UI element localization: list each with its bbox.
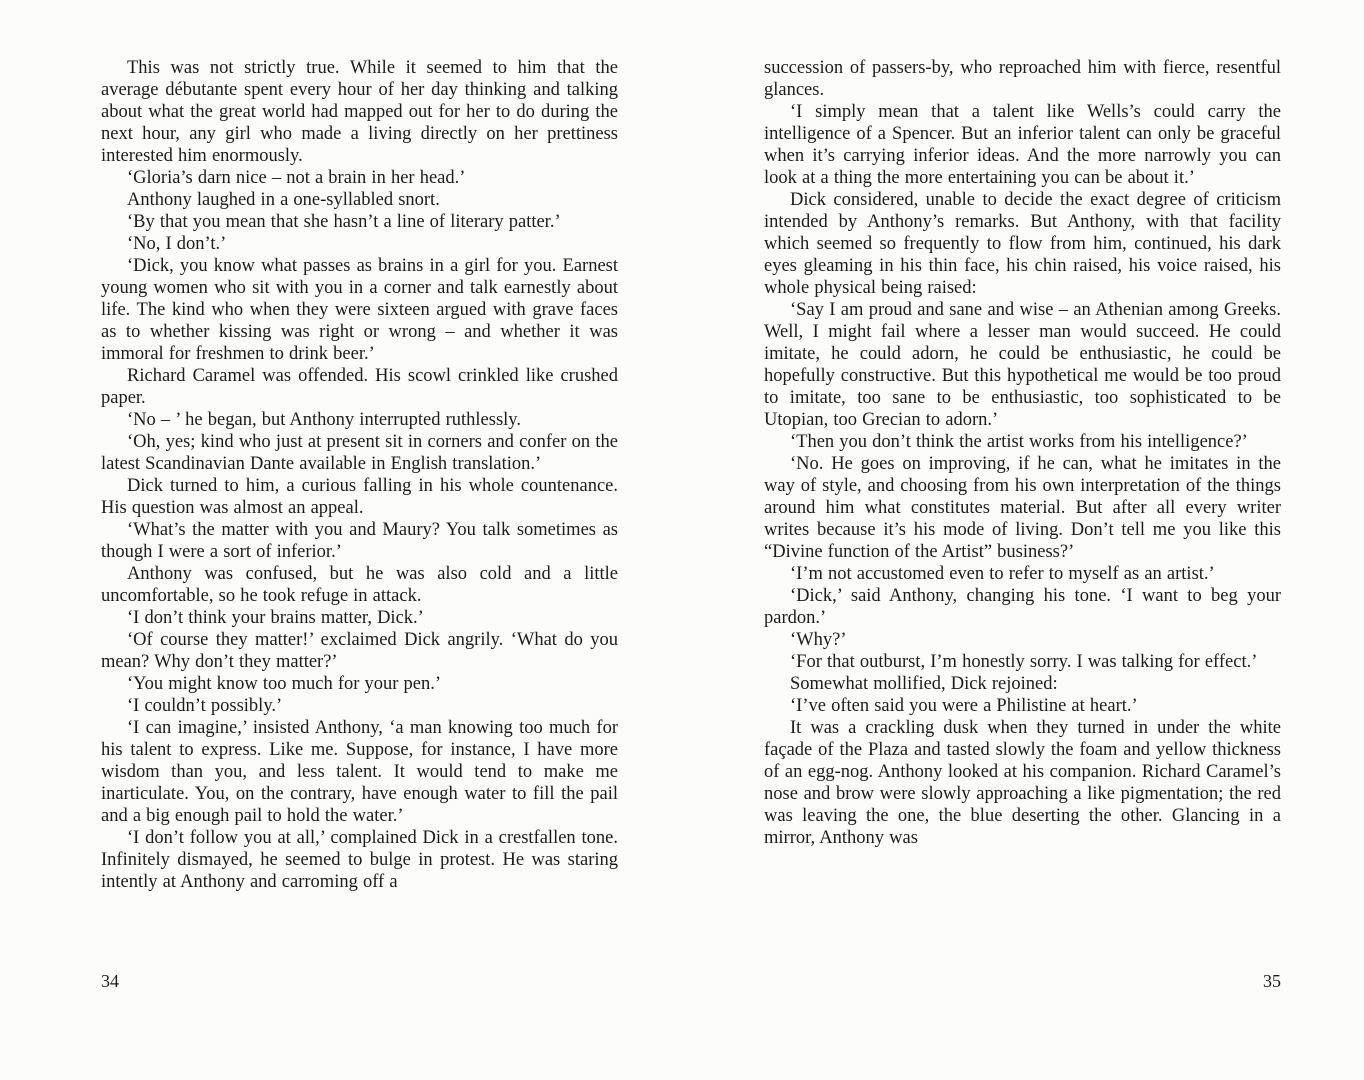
paragraph: Somewhat mollified, Dick rejoined:: [790, 674, 1058, 694]
paragraph: Dick considered, unable to decide the exact degree of criticism intended by Anthony’s remarks. But Anthony, with that facility which seemed so frequently to flow from him, continued, his dark eyes gleaming in his thin face, his chin raised, his voice raised, his whole physical being raised:: [764, 190, 1281, 298]
paragraph: ‘I don’t think your brains matter, Dick.’: [127, 608, 424, 628]
paragraph: ‘No, I don’t.’: [127, 234, 227, 254]
paragraph: Richard Caramel was offended. His scowl crinkled like crushed paper.: [101, 366, 618, 408]
paragraph: Anthony laughed in a one-syllabled snort.: [127, 190, 440, 210]
paragraph: ‘I’m not accustomed even to refer to myself as an artist.’: [790, 564, 1215, 584]
left-page-text: [101, 57, 618, 893]
paragraph: ‘No – ’ he began, but Anthony interrupted ruthlessly.: [127, 410, 521, 430]
paragraph: succession of passers-by, who reproached him with fierce, resentful glances.: [764, 58, 1281, 100]
right-page-text: [764, 57, 1281, 849]
paragraph: ‘Say I am proud and sane and wise – an Athenian among Greeks. Well, I might fail where a lesser man would succeed. He could imitate, he could adorn, he could be enthusiastic, he could be hopefully constructive. But this hypothetical me would be too proud to imitate, too sane to be enthusiastic, too sophisticated to be Utopian, too Grecian to adorn.’: [764, 300, 1281, 430]
paragraph: ‘I can imagine,’ insisted Anthony, ‘a man knowing too much for his talent to express. Like me. Suppose, for instance, I have more wisdom than you, and less talent. It would tend to make me inarticulate. You, on the contrary, have enough water to fill the pail and a big enough pail to hold the water.’: [101, 718, 618, 826]
paragraph: ‘I don’t follow you at all,’ complained Dick in a crestfallen tone. Infinitely dismayed, he seemed to bulge in protest. He was staring intently at Anthony and carroming off a: [101, 828, 618, 892]
paragraph: ‘For that outburst, I’m honestly sorry. I was talking for effect.’: [790, 652, 1258, 672]
paragraph: Dick turned to him, a curious falling in his whole countenance. His question was almost an appeal.: [101, 476, 618, 518]
paragraph: ‘Then you don’t think the artist works from his intelligence?’: [790, 432, 1248, 452]
paragraph: ‘I couldn’t possibly.’: [127, 696, 283, 716]
paragraph: ‘You might know too much for your pen.’: [127, 674, 442, 694]
paragraph: This was not strictly true. While it seemed to him that the average débutante spent every hour of her day thinking and talking about what the great world had mapped out for her to do during the next hour, any girl who made a living directly on her prettiness interested him enormously.: [101, 58, 618, 166]
right-page-number: 35: [1263, 971, 1281, 991]
paragraph: ‘I simply mean that a talent like Wells’s could carry the intelligence of a Spencer. But an inferior talent can only be graceful when it’s carrying inferior ideas. And the more narrowly you can look at a thing the more entertaining you can be about it.’: [764, 102, 1281, 188]
paragraph: ‘Why?’: [790, 630, 847, 650]
paragraph: ‘Dick,’ said Anthony, changing his tone. ‘I want to beg your pardon.’: [764, 586, 1281, 628]
paragraph: ‘I’ve often said you were a Philistine at heart.’: [790, 696, 1138, 716]
paragraph: ‘Gloria’s darn nice – not a brain in her head.’: [127, 168, 466, 188]
paragraph: It was a crackling dusk when they turned in under the white façade of the Plaza and tasted slowly the foam and yellow thickness of an egg-nog. Anthony looked at his companion. Richard Caramel’s nose and brow were slowly approaching a like pigmentation; the red was leaving the one, the blue deserting the other. Glancing in a mirror, Anthony was: [764, 718, 1281, 848]
paragraph: ‘By that you mean that she hasn’t a line of literary patter.’: [127, 212, 561, 232]
paragraph: ‘Of course they matter!’ exclaimed Dick angrily. ‘What do you mean? Why don’t they matter?’: [101, 630, 618, 672]
paragraph: ‘What’s the matter with you and Maury? You talk sometimes as though I were a sort of inferior.’: [101, 520, 618, 562]
paragraph: ‘Dick, you know what passes as brains in a girl for you. Earnest young women who sit with you in a corner and talk earnestly about life. The kind who when they were sixteen argued with grave faces as to whether kissing was right or wrong – and whether it was immoral for freshmen to drink beer.’: [101, 256, 618, 364]
paragraph: Anthony was confused, but he was also cold and a little uncomfortable, so he took refuge in attack.: [101, 564, 618, 606]
left-page-number: 34: [101, 971, 119, 991]
paragraph: ‘No. He goes on improving, if he can, what he imitates in the way of style, and choosing from his own interpretation of the things around him what constitutes material. But after all every writer writes because it’s his mode of living. Don’t tell me you like this “Divine function of the Artist” business?’: [764, 454, 1281, 562]
paragraph: ‘Oh, yes; kind who just at present sit in corners and confer on the latest Scandinavian Dante available in English translation.’: [101, 432, 618, 474]
